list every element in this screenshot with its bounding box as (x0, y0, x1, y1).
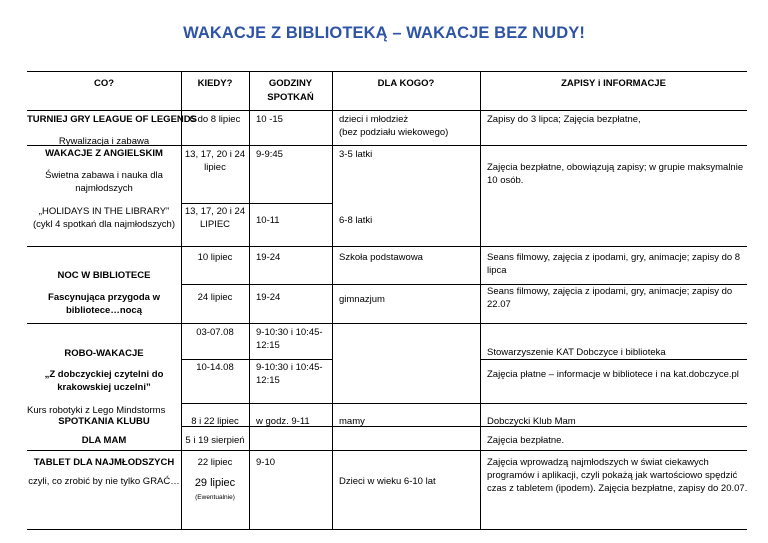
event-date: LIPIEC (199, 219, 231, 230)
event-subtitle: Świetna zabawa i nauka dla (45, 170, 163, 181)
header-godziny-2: SPOTKAŃ (267, 92, 314, 103)
header-kiedy: KIEDY? (197, 78, 233, 89)
event-title: „HOLIDAYS IN THE LIBRARY” (38, 206, 170, 217)
event-hours: 19-24 (256, 292, 281, 303)
event-info: Zapisy do 3 lipca; Zajęcia bezpłatne, (487, 114, 641, 125)
event-info: Zajęcia płatne – informacje w bibliotece i na kat.dobczyce.pl (487, 369, 739, 380)
col-divider (480, 72, 481, 529)
event-info: Dobczycki Klub Mam (487, 416, 576, 427)
event-hours: 10-11 (256, 215, 280, 226)
event-date: 8 i 22 lipiec (191, 416, 239, 427)
row-divider (27, 450, 747, 451)
event-title: SPOTKANIA KLUBU (58, 416, 150, 427)
event-title: TURNIEJ GRY LEAGUE OF LEGENDS (27, 114, 197, 125)
event-audience: 3-5 latki (339, 149, 373, 160)
event-subtitle: „Z dobczyckiej czytelni do (44, 369, 164, 380)
event-audience: Szkoła podstawowa (339, 252, 423, 263)
event-info: programów i aplikacji, czyli pokażą jak wartościowo spędzić (487, 470, 738, 481)
event-date: 22 lipiec (197, 457, 233, 468)
event-date: 6 do 8 lipiec (189, 114, 241, 125)
event-date: 03-07.08 (196, 327, 234, 338)
event-title: ROBO-WAKACJE (64, 348, 144, 359)
event-hours: 19-24 (256, 252, 281, 263)
event-hours: 9-10:30 i 10:45- (256, 327, 323, 338)
event-subtitle: Fascynująca przygoda w (48, 292, 160, 303)
col-divider (249, 72, 250, 529)
event-date: 13, 17, 20 i 24 (184, 206, 246, 217)
event-subtitle: Rywalizacja i zabawa (58, 136, 150, 147)
event-info: Zajęcia bezpłatne, obowiązują zapisy; w grupie maksymalnie (487, 162, 744, 173)
event-date: 24 lipiec (197, 292, 233, 303)
event-title: NOC W BIBLIOTECE (57, 270, 151, 281)
event-info: Zajęcia wprowadzą najmłodszych w świat ciekawych (487, 457, 709, 468)
event-date: 10 lipiec (197, 252, 233, 263)
event-info: 22.07 (487, 299, 511, 310)
event-date: 29 lipiec (194, 477, 236, 489)
event-hours: 9-9:45 (256, 149, 283, 160)
event-subtitle: czyli, co zrobić by nie tylko GRAĆ… (28, 476, 180, 487)
event-hours: 12:15 (256, 375, 280, 386)
row-divider (181, 203, 332, 204)
event-title: DLA MAM (81, 435, 127, 446)
header-godziny-1: GODZINY (268, 78, 313, 89)
event-audience: gimnazjum (339, 294, 385, 305)
row-divider (27, 110, 747, 111)
event-info: Seans filmowy, zajęcia z ipodami, gry, animacje; zapisy do (487, 286, 733, 297)
event-subtitle: bibliotece…nocą (65, 305, 142, 316)
row-divider (181, 403, 747, 404)
event-info: 10 osób. (487, 175, 524, 186)
event-hours: 12:15 (256, 340, 280, 351)
event-date: lipiec (204, 162, 226, 173)
event-hours: 9-10 (256, 457, 276, 468)
event-audience: 6-8 latki (339, 215, 373, 226)
event-audience: dzieci i młodzież (339, 114, 409, 125)
header-zapisy: ZAPISY i INFORMACJE (561, 78, 666, 89)
event-info: Seans filmowy, zajęcia z ipodami, gry, animacje; zapisy do 8 (487, 252, 741, 263)
header-dla-kogo: DLA KOGO? (377, 78, 435, 89)
event-audience: Dzieci w wieku 6-10 lat (339, 476, 436, 487)
header-co: CO? (93, 78, 115, 89)
event-date: 5 i 19 sierpień (185, 435, 245, 446)
event-subtitle: najmłodszych (75, 183, 133, 194)
event-hours: w godz. 9-11 (256, 416, 310, 427)
event-hours: 9-10:30 i 10:45- (256, 362, 323, 373)
event-info: czas z tabletem (ipodem). Zajęcia bezpłatne, zapisy do 20.07. (487, 483, 748, 494)
event-info: Stowarzyszenie KAT Dobczyce i biblioteka (487, 347, 666, 358)
col-divider (332, 72, 333, 529)
event-title: TABLET DLA NAJMŁODSZYCH (33, 457, 175, 468)
event-title: WAKACJE Z ANGIELSKIM (45, 148, 163, 159)
page-title: WAKACJE Z BIBLIOTEKĄ – WAKACJE BEZ NUDY! (183, 24, 585, 42)
row-divider (181, 359, 332, 360)
event-subtitle: krakowskiej uczelni” (57, 382, 151, 393)
event-hours: 10 -15 (256, 114, 283, 125)
schedule-table (27, 71, 747, 530)
row-divider (27, 246, 747, 247)
event-subtitle: Kurs robotyki z Lego Mindstorms (27, 405, 166, 416)
event-audience: (bez podziału wiekowego) (339, 127, 449, 138)
event-date: 13, 17, 20 i 24 (184, 149, 246, 160)
event-info: lipca (487, 265, 507, 276)
event-audience: mamy (339, 416, 365, 427)
row-divider (181, 284, 747, 285)
event-date: 10-14.08 (196, 362, 234, 373)
row-divider (27, 323, 747, 324)
event-info: Zajęcia bezpłatne. (487, 435, 565, 446)
event-note: (Ewentualnie) (195, 494, 235, 501)
event-subtitle: (cykl 4 spotkań dla najmłodszych) (32, 219, 176, 230)
